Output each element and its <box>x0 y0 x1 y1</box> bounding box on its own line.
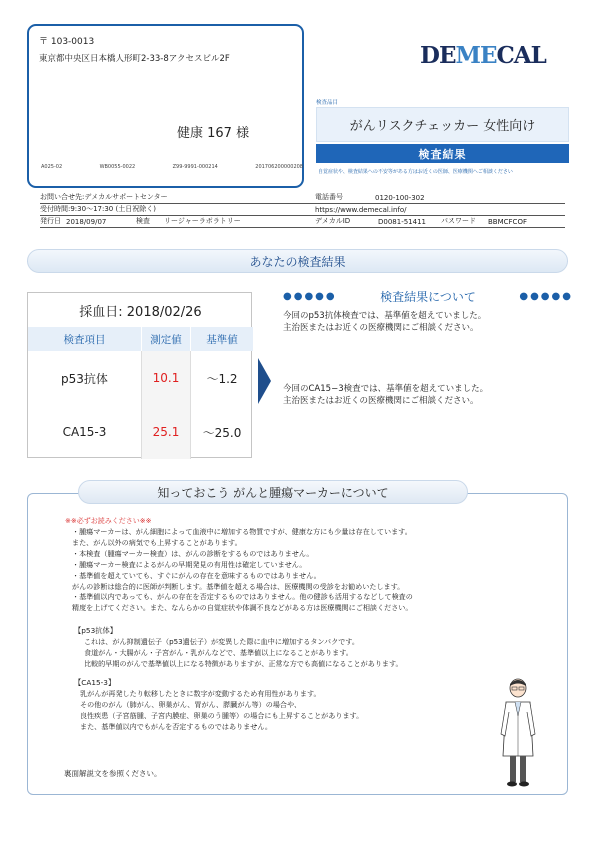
address-line: 東京都中央区日本橋人形町2-33-8アクセスビル2F <box>39 54 230 64</box>
result-title-bar: 検査結果 <box>316 144 569 163</box>
p53-heading: 【p53抗体】 <box>74 626 118 635</box>
code-1: A025-02 <box>41 164 63 170</box>
demecal-id: D0081-51411 <box>378 218 426 226</box>
info-row-hours <box>40 205 565 216</box>
general-notes: ・腫瘍マーカーは、がん細胞によって血液中に増加する物質ですが、健康な方にも少量は存在しています。 また、がん以外の病気でも上昇することがあります。 ・本検査（腫瘍マーカー検査）は、がんの診断をするものではありません。 ・腫瘍マーカー検査によるがんの早期発見の有用性は確定していません。 ・基準値を超えていても、すぐにがんの存在を意味するものではありません。 がんの診断は総合的に医師が判断します。基準値を超える場合は、医療機関の受診をお勧めいたします。 ・基準値以内であっても、がんの存在を否定するものではありません。他の健診も活用するなどして検査の 精度を上げてください。また、なんらかの自覚症状や体調不良などがある方は医療機関にご相談ください。 <box>72 527 413 613</box>
phone-number: 0120-100-302 <box>375 194 425 202</box>
arrow-right-icon <box>258 358 271 404</box>
about-results-title: 検査結果について <box>380 290 476 304</box>
row-item: CA15-3 <box>62 425 107 439</box>
id-label: デメカルID <box>315 217 351 225</box>
about-paragraph-1: 今回のp53抗体検査では、基準値を超えていました。 主治医またはお近くの医療機関にご相談ください。 <box>283 311 487 333</box>
row-reference: 〜1.2 <box>206 371 238 386</box>
blood-date: 採血日: 2018/02/26 <box>79 304 202 320</box>
dots-left-icon: ●●●●● <box>283 291 337 302</box>
recipient-name: 健康 167 様 <box>177 126 250 141</box>
lab-name: リージャーラボラトリー <box>164 217 241 225</box>
test-name: がんリスクチェッカー 女性向け <box>316 107 569 142</box>
notice-text: 自覚症状や、検査結果への不安等がある方はお近くの医師、医療機関へご相談ください <box>318 169 513 175</box>
password-value: BBMCFCOF <box>488 218 527 226</box>
postal-code: 〒 103-0013 <box>39 37 95 47</box>
address-card <box>27 24 304 188</box>
results-section-header: あなたの検査結果 <box>27 249 568 273</box>
result-table <box>27 292 252 458</box>
p53-notes: これは、がん抑制遺伝子（p53遺伝子）が変異した際に血中に増加するタンパクです。 食道がん・大腸がん・子宮がん・乳がんなどで、基準値以上になることがあります。 比較的早期のがんで基準値以上になる特徴がありますが、正常な方でも高値になることがあります。 <box>84 637 403 668</box>
info-row-issue <box>40 217 565 228</box>
contact-text: お問い合せ先:デメカルサポートセンター <box>40 193 168 201</box>
password-label: パスワード <box>441 217 476 225</box>
about-paragraph-2: 今回のCA15−3検査では、基準値を超えていました。 主治医またはお近くの医療機関にご相談ください。 <box>283 384 489 406</box>
issue-date: 2018/09/07 <box>66 218 107 226</box>
header-item: 検査項目 <box>63 333 106 346</box>
info-row-contact <box>40 193 565 204</box>
code-4: 201706200000208 <box>255 164 303 170</box>
table-row <box>28 405 253 459</box>
code-3: Z99-9991-000214 <box>172 164 218 170</box>
issue-label: 発行日 <box>40 217 61 225</box>
must-read-notice: ※※必ずお読みください※※ <box>65 517 152 525</box>
phone-label: 電話番号 <box>315 193 343 201</box>
hours-text: 受付時間:9:30〜17:30 (土日祝除く) <box>40 205 156 213</box>
row-value: 25.1 <box>141 405 191 459</box>
table-header <box>28 327 253 351</box>
code-2: WB0055-0022 <box>99 164 136 170</box>
knowledge-title: 知っておこう がんと腫瘍マーカーについて <box>78 480 468 504</box>
test-label: 検査品目 <box>316 100 339 106</box>
row-value: 10.1 <box>141 351 191 405</box>
ca153-heading: 【CA15-3】 <box>74 678 116 687</box>
row-item: p53抗体 <box>61 371 108 386</box>
demecal-logo: DEMECAL <box>420 42 546 69</box>
table-row <box>28 351 253 405</box>
ca153-notes: 乳がんが再発したり転移したときに数字が変動するため有用性があります。 その他のがん（肺がん、卵巣がん、胃がん、膵臓がん等）の場合や、 良性疾患（子宮筋腫、子宮内膜症、卵巣のう腫等）の場合にも上昇することがあります。 また、基準値以内でもがんを否定するものではありません。 <box>80 689 364 731</box>
row-reference: 〜25.0 <box>202 425 242 440</box>
about-results-header <box>283 288 573 305</box>
website-url[interactable]: https://www.demecal.info/ <box>315 206 407 214</box>
lab-label: 検査 <box>136 217 150 225</box>
header-value: 測定値 <box>141 327 191 351</box>
dots-right-icon: ●●●●● <box>519 291 573 302</box>
header-reference: 基準値 <box>206 333 238 346</box>
code-row <box>41 164 303 170</box>
doctor-icon <box>498 676 538 788</box>
footer-note: 裏面解説文を参照ください。 <box>64 769 162 778</box>
